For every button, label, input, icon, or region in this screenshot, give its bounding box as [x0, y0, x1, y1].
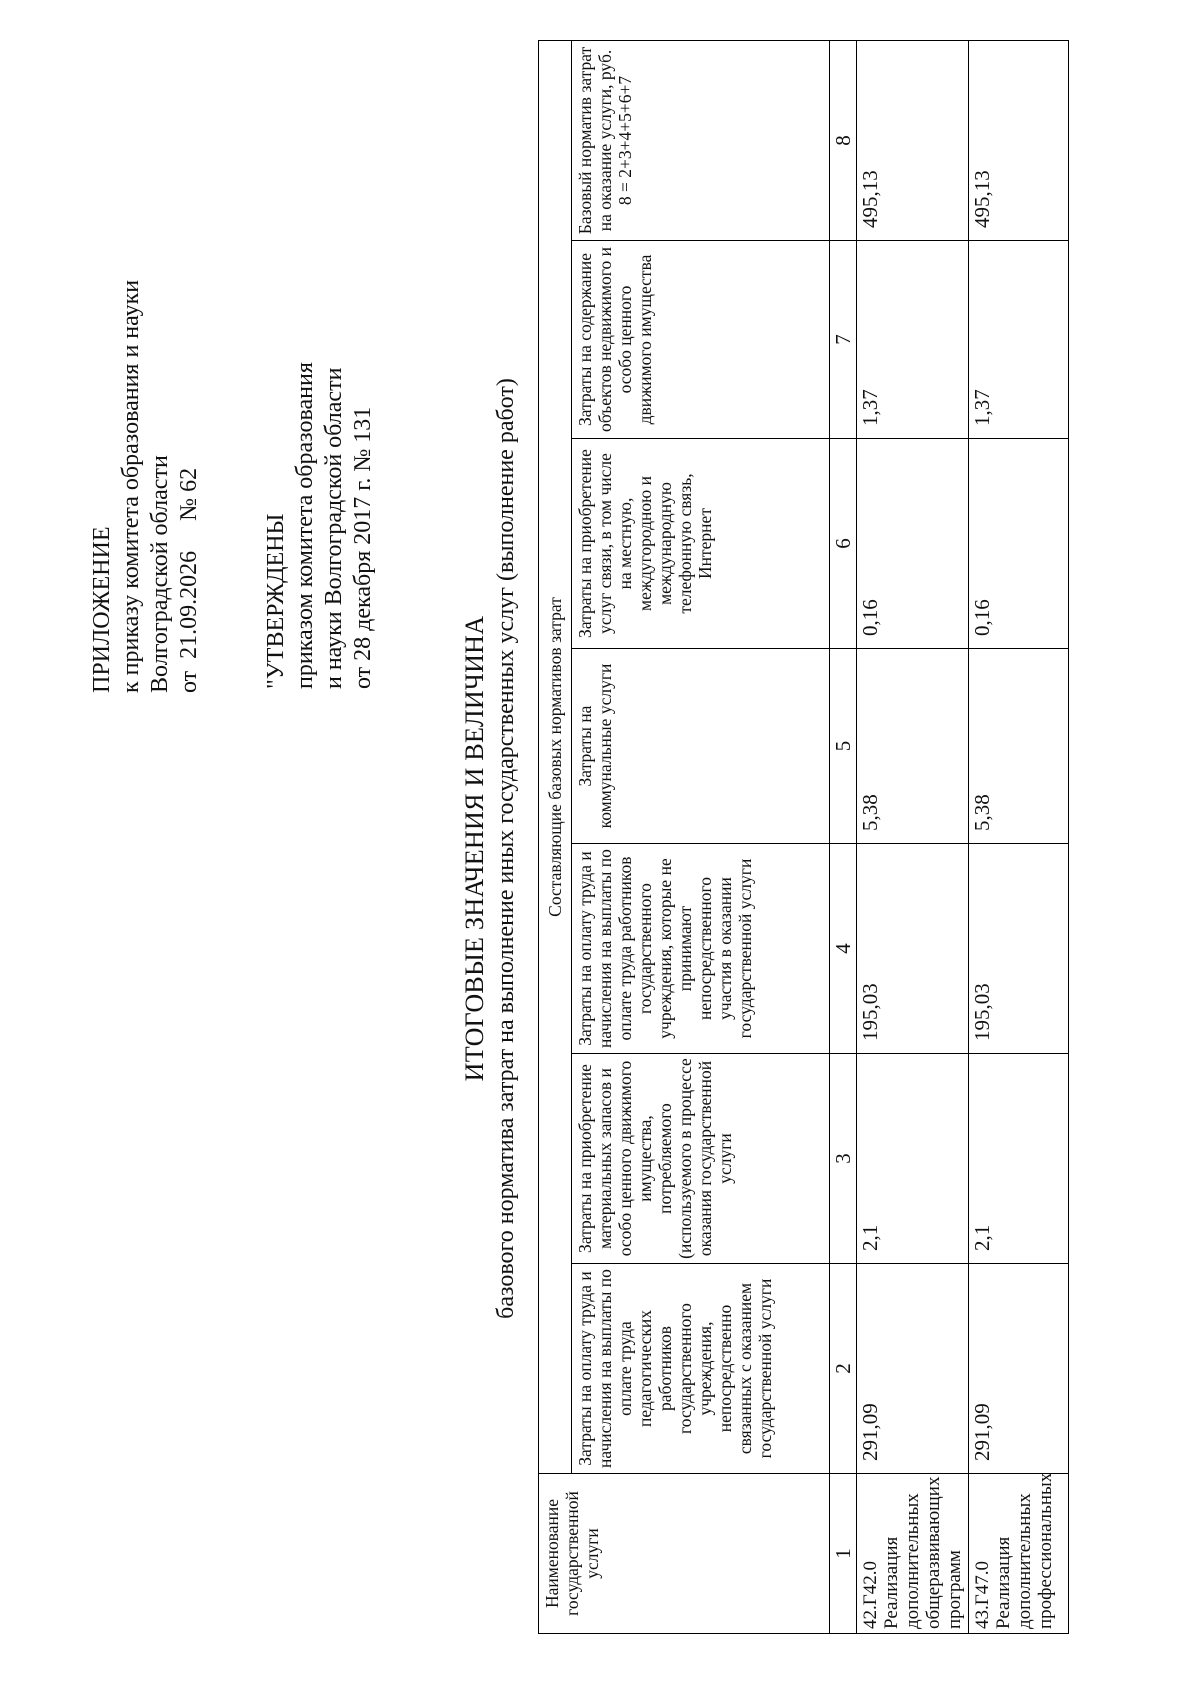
- approval-line-region: и науки Волгоградской области: [321, 367, 347, 689]
- service-name-header: Наименование государственной услуги: [539, 1474, 830, 1634]
- column-index: 2: [830, 1264, 857, 1474]
- value-cell: 2,1: [969, 1054, 1069, 1264]
- approval-header: [262, 362, 378, 689]
- value-cell: 495,13: [857, 40, 969, 240]
- table-row: [969, 40, 1069, 1633]
- document-title: ИТОГОВЫЕ ЗНАЧЕНИЯ И ВЕЛИЧИНА: [460, 615, 489, 1082]
- appendix-header: [88, 280, 204, 693]
- table-header-row-group: [539, 40, 572, 1633]
- value-cell: 5,38: [857, 649, 969, 844]
- approval-line-order: приказом комитета образования: [292, 362, 318, 689]
- approval-line-date: от 28 декабря 2017 г. № 131: [350, 406, 376, 689]
- service-name: 42.Г42.0 Реализация дополнительных общеразвивающих программ: [857, 1474, 969, 1634]
- appendix-line-date: [175, 280, 204, 693]
- appendix-line-committee: к приказу комитета образования и науки: [118, 279, 144, 693]
- value-cell: 495,13: [969, 40, 1069, 240]
- col-header-pedagogical-salary: Затраты на оплату труда и начисления на выплаты по оплате труда педагогических работников государственного учреждения, непосредственно связанных с оказанием государственной услуги: [572, 1264, 830, 1474]
- column-index: 1: [830, 1474, 857, 1634]
- approval-title: "УТВЕРЖДЕНЫ: [263, 513, 289, 689]
- value-cell: 0,16: [857, 439, 969, 649]
- value-cell: 2,1: [857, 1054, 969, 1264]
- appendix-date: 21.09.2026: [176, 550, 202, 659]
- table-row: [857, 40, 969, 1633]
- document-subtitle: базового норматива затрат на выполнение иных государственных услуг (выполнение работ): [493, 378, 519, 1319]
- col-header-materials: Затраты на приобретение материальных запасов и особо ценного движимого имущества, потребляемого (используемого в процессе оказания государственной услуги: [572, 1054, 830, 1264]
- value-cell: 291,09: [969, 1264, 1069, 1474]
- appendix-number: № 62: [176, 467, 202, 521]
- column-index: 5: [830, 649, 857, 844]
- service-name: 43.Г47.0 Реализация дополнительных профессиональных: [969, 1474, 1069, 1634]
- appendix-title: ПРИЛОЖЕНИЕ: [89, 526, 115, 693]
- column-index: 3: [830, 1054, 857, 1264]
- appendix-line-region: Волгоградской области: [147, 455, 173, 693]
- column-index-row: [830, 40, 857, 1633]
- value-cell: 195,03: [969, 844, 1069, 1054]
- value-cell: 291,09: [857, 1264, 969, 1474]
- value-cell: 0,16: [969, 439, 1069, 649]
- cost-components-header: Составляющие базовых нормативов затрат: [539, 40, 572, 1473]
- value-cell: 5,38: [969, 649, 1069, 844]
- column-index: 6: [830, 439, 857, 649]
- col-header-communications: Затраты на приобретение услуг связи, в том числе на местную, междугородною и международную телефонную связь, Интернет: [572, 439, 830, 649]
- column-index: 4: [830, 844, 857, 1054]
- value-cell: 1,37: [857, 241, 969, 439]
- table-header-row-columns: [572, 40, 830, 1633]
- value-cell: 195,03: [857, 844, 969, 1054]
- value-cell: 1,37: [969, 241, 1069, 439]
- col-header-utilities: Затраты на коммунальные услуги: [572, 649, 830, 844]
- col-header-other-salary: Затраты на оплату труда и начисления на выплаты по оплате труда работников государственного учреждения, которые не принимают непосредственного участия в оказании государственной услуги: [572, 844, 830, 1054]
- appendix-date-prefix: от: [176, 670, 202, 693]
- column-index: 8: [830, 40, 857, 240]
- column-index: 7: [830, 241, 857, 439]
- norms-table: [538, 40, 1069, 1634]
- col-header-base-norm: Базовый норматив затрат на оказание услуги, руб. 8 = 2+3+4+5+6+7: [572, 40, 830, 240]
- col-header-property-maintenance: Затраты на содержание объектов недвижимого и особо ценного движимого имущества: [572, 241, 830, 439]
